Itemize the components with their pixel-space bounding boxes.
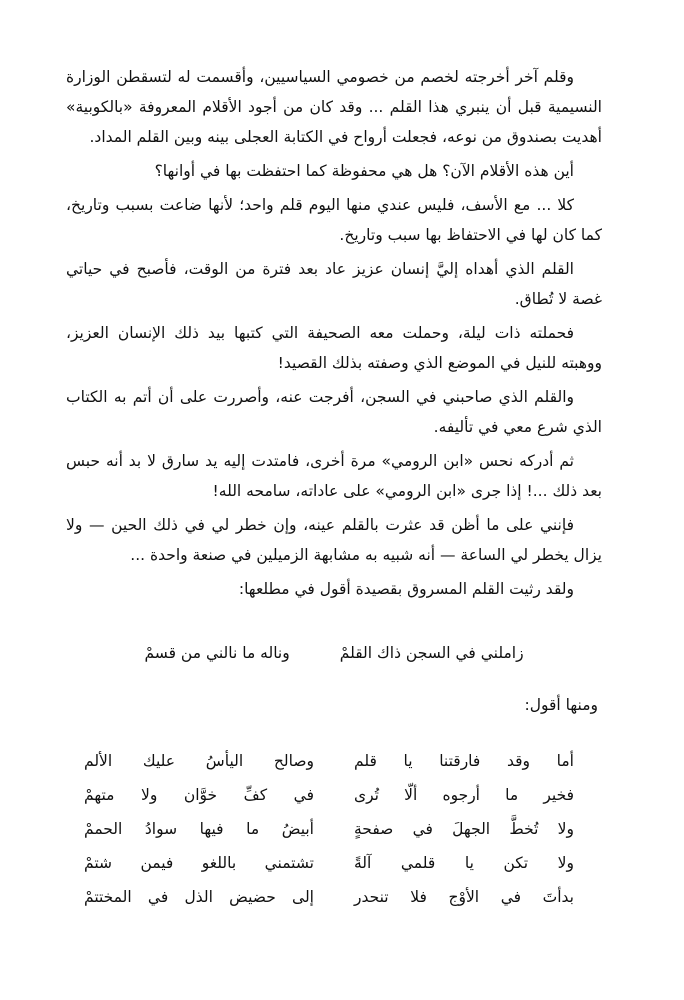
paragraph-5: فحملته ذات ليلة، وحملت معه الصحيفة التي كتبها بيد ذلك الإنسان العزيز، ووهبته للنيل في الموضع الذي وصفته بذلك القصيد! — [66, 324, 602, 372]
paragraph-6: والقلم الذي صاحبني في السجن، أفرجت عنه، وأصررت على أن أتم به الكتاب الذي شرع معي في تأليفه. — [66, 388, 602, 436]
second-hemistich: إلى حضيض الذل في المختتمْ — [84, 888, 314, 906]
paragraph-8: فإنني على ما أظن قد عثرت بالقلم عينه، وإن خطر لي في ذلك الحين — ولا يزال يخطر لي الساعة — أنه شبيه به مشابهة الزميلين في صنعة واحدة ... — [66, 516, 602, 564]
poem-intro: ومنها أقول: — [524, 696, 598, 714]
opening-verse — [66, 644, 602, 662]
poem — [66, 744, 602, 914]
paragraph-7: ثم أدركه نحس «ابن الرومي» مرة أخرى، فامتدت إليه يد سارق لا بد أنه حبس بعد ذلك ...! إذا جرى «ابن الرومي» على عاداته، سامحه الله! — [66, 452, 602, 500]
poem-verse — [66, 846, 602, 880]
first-hemistich: بدأتَ في الأوْج فلا تنحدر — [354, 888, 574, 906]
first-hemistich: فخير ما أرجوه ألّا تُرى — [354, 786, 574, 804]
first-hemistich: ولا تكن يا قلمي آلةً — [354, 854, 574, 872]
paragraph-3: كلا ... مع الأسف، فليس عندي منها اليوم قلم واحد؛ لأنها ضاعت بسبب وتاريخ، كما كان لها في الاحتفاظ بها سبب وتاريخ. — [66, 196, 602, 244]
opening-verse-first-hemistich: زاملني في السجن ذاك القلمْ — [339, 644, 524, 662]
opening-verse-second-hemistich: وناله ما نالني من قسمْ — [144, 644, 290, 662]
first-hemistich: أما وقد فارقتنا يا قلم — [354, 752, 574, 770]
second-hemistich: أبيضُ ما فيها سوادُ الحممْ — [84, 820, 314, 838]
poem-verse — [66, 744, 602, 778]
verse-intro: ولقد رثيت القلم المسروق بقصيدة أقول في مطلعها: — [238, 580, 574, 598]
second-hemistich: وصالح اليأسُ عليك الألم — [84, 752, 314, 770]
second-hemistich: في كفِّ خوَّان ولا متهمْ — [84, 786, 314, 804]
poem-verse — [66, 812, 602, 846]
poem-verse — [66, 778, 602, 812]
poem-verse — [66, 880, 602, 914]
first-hemistich: ولا تُخطَّ الجهلَ في صفحةٍ — [354, 820, 574, 838]
second-hemistich: تشتمني باللغو فيمن شتمْ — [84, 854, 314, 872]
paragraph-2: أين هذه الأقلام الآن؟ هل هي محفوظة كما احتفظت بها في أوانها؟ — [154, 162, 574, 180]
paragraph-1: وقلم آخر أخرجته لخصم من خصومي السياسيين، وأقسمت له لتسقطن الوزارة النسيمية قبل أن ينبري هذا القلم ... وقد كان من أجود الأقلام المعروفة «بالكوبية» أهديت بصندوق من نوعه، فجعلت أرواح في الكتابة العجلى بينه وبين القلم المداد. — [66, 68, 602, 146]
paragraph-4: القلم الذي أهداه إليَّ إنسان عزيز عاد بعد فترة من الوقت، فأصبح في حياتي غصة لا تُطاق. — [66, 260, 602, 308]
